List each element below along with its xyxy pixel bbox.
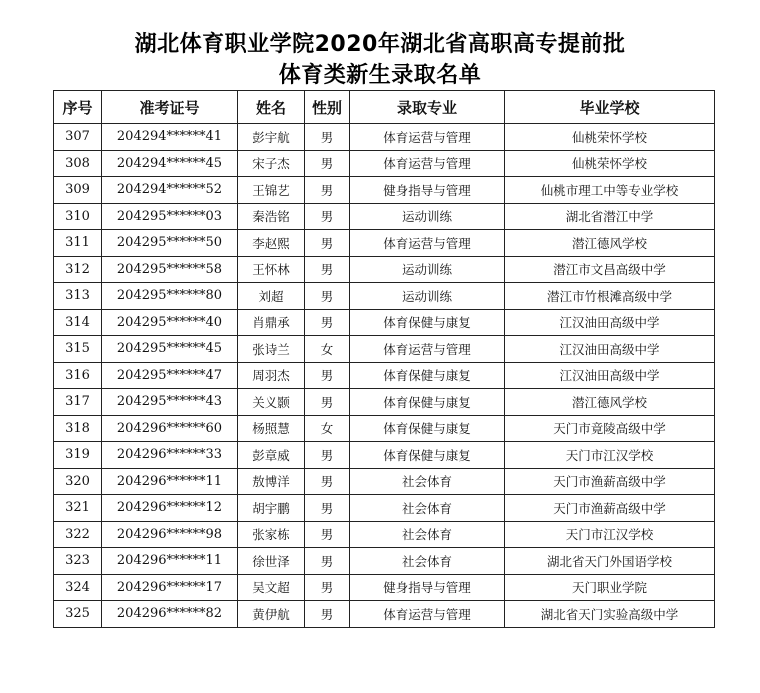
table-header-row [54,91,715,124]
major-cell: 体育保健与康复 [350,442,505,469]
exam-ticket-number-cell: 204296******11 [102,468,238,495]
name-cell: 刘超 [238,283,305,310]
header-gender: 性别 [305,91,350,124]
major-cell: 社会体育 [350,521,505,548]
table-row [54,256,715,283]
table-row [54,177,715,204]
serial-number-cell: 319 [54,442,102,469]
gender-cell: 男 [305,177,350,204]
gender-cell: 男 [305,495,350,522]
serial-number-cell: 322 [54,521,102,548]
table-row [54,548,715,575]
gender-cell: 女 [305,415,350,442]
exam-ticket-number-cell: 204296******60 [102,415,238,442]
gender-cell: 男 [305,309,350,336]
school-cell: 天门市渔薪高级中学 [505,468,715,495]
major-cell: 体育运营与管理 [350,150,505,177]
major-cell: 体育保健与康复 [350,415,505,442]
name-cell: 关义颢 [238,389,305,416]
school-cell: 仙桃荣怀学校 [505,150,715,177]
exam-ticket-number-cell: 204296******12 [102,495,238,522]
school-cell: 潜江市竹根滩高级中学 [505,283,715,310]
school-cell: 天门职业学院 [505,574,715,601]
table-row [54,283,715,310]
major-cell: 体育保健与康复 [350,309,505,336]
exam-ticket-number-cell: 204294******52 [102,177,238,204]
table-row [54,124,715,151]
header-graduated-school: 毕业学校 [505,91,715,124]
gender-cell: 女 [305,336,350,363]
school-cell: 潜江德风学校 [505,230,715,257]
serial-number-cell: 325 [54,601,102,628]
major-cell: 运动训练 [350,283,505,310]
gender-cell: 男 [305,601,350,628]
table-row [54,601,715,628]
name-cell: 彭章威 [238,442,305,469]
table-row [54,230,715,257]
name-cell: 张家栋 [238,521,305,548]
exam-ticket-number-cell: 204295******03 [102,203,238,230]
major-cell: 健身指导与管理 [350,574,505,601]
name-cell: 徐世泽 [238,548,305,575]
major-cell: 运动训练 [350,256,505,283]
gender-cell: 男 [305,442,350,469]
exam-ticket-number-cell: 204296******33 [102,442,238,469]
name-cell: 胡宇鹏 [238,495,305,522]
name-cell: 敖博洋 [238,468,305,495]
name-cell: 彭宇航 [238,124,305,151]
exam-ticket-number-cell: 204295******40 [102,309,238,336]
major-cell: 健身指导与管理 [350,177,505,204]
serial-number-cell: 324 [54,574,102,601]
table-row [54,521,715,548]
name-cell: 杨照慧 [238,415,305,442]
table-body [54,124,715,628]
serial-number-cell: 307 [54,124,102,151]
serial-number-cell: 312 [54,256,102,283]
school-cell: 湖北省潜江中学 [505,203,715,230]
table-row [54,336,715,363]
serial-number-cell: 323 [54,548,102,575]
exam-ticket-number-cell: 204294******45 [102,150,238,177]
school-cell: 仙桃市理工中等专业学校 [505,177,715,204]
major-cell: 运动训练 [350,203,505,230]
gender-cell: 男 [305,230,350,257]
school-cell: 潜江市文昌高级中学 [505,256,715,283]
exam-ticket-number-cell: 204294******41 [102,124,238,151]
table-row [54,309,715,336]
gender-cell: 男 [305,574,350,601]
serial-number-cell: 314 [54,309,102,336]
serial-number-cell: 317 [54,389,102,416]
major-cell: 社会体育 [350,495,505,522]
gender-cell: 男 [305,256,350,283]
serial-number-cell: 313 [54,283,102,310]
school-cell: 江汉油田高级中学 [505,309,715,336]
table-row [54,415,715,442]
table-row [54,495,715,522]
gender-cell: 男 [305,124,350,151]
gender-cell: 男 [305,468,350,495]
header-serial-number: 序号 [54,91,102,124]
exam-ticket-number-cell: 204295******43 [102,389,238,416]
school-cell: 湖北省天门实验高级中学 [505,601,715,628]
exam-ticket-number-cell: 204296******17 [102,574,238,601]
major-cell: 体育保健与康复 [350,389,505,416]
table-row [54,442,715,469]
document-title: 湖北体育职业学院2020年湖北省高职高专提前批 [134,32,626,57]
major-cell: 体育保健与康复 [350,362,505,389]
header-exam-ticket-number: 准考证号 [102,91,238,124]
serial-number-cell: 311 [54,230,102,257]
gender-cell: 男 [305,389,350,416]
exam-ticket-number-cell: 204295******58 [102,256,238,283]
major-cell: 体育运营与管理 [350,230,505,257]
header-name: 姓名 [238,91,305,124]
document-subtitle: 体育类新生录取名单 [278,63,482,88]
serial-number-cell: 318 [54,415,102,442]
major-cell: 社会体育 [350,468,505,495]
school-cell: 天门市渔薪高级中学 [505,495,715,522]
name-cell: 周羽杰 [238,362,305,389]
major-cell: 体育运营与管理 [350,601,505,628]
school-cell: 江汉油田高级中学 [505,336,715,363]
name-cell: 王怀林 [238,256,305,283]
school-cell: 湖北省天门外国语学校 [505,548,715,575]
table-row [54,468,715,495]
name-cell: 李赵熙 [238,230,305,257]
serial-number-cell: 315 [54,336,102,363]
exam-ticket-number-cell: 204295******47 [102,362,238,389]
name-cell: 吴文超 [238,574,305,601]
table-row [54,362,715,389]
major-cell: 体育运营与管理 [350,124,505,151]
school-cell: 天门市江汉学校 [505,442,715,469]
serial-number-cell: 310 [54,203,102,230]
gender-cell: 男 [305,283,350,310]
serial-number-cell: 320 [54,468,102,495]
gender-cell: 男 [305,150,350,177]
name-cell: 秦浩铭 [238,203,305,230]
table-row [54,389,715,416]
school-cell: 潜江德风学校 [505,389,715,416]
gender-cell: 男 [305,362,350,389]
table-row [54,150,715,177]
header-admitted-major: 录取专业 [350,91,505,124]
exam-ticket-number-cell: 204296******11 [102,548,238,575]
major-cell: 社会体育 [350,548,505,575]
exam-ticket-number-cell: 204295******50 [102,230,238,257]
school-cell: 江汉油田高级中学 [505,362,715,389]
name-cell: 黄伊航 [238,601,305,628]
table-row [54,203,715,230]
admission-list-table [53,90,715,628]
gender-cell: 男 [305,521,350,548]
gender-cell: 男 [305,548,350,575]
school-cell: 天门市竟陵高级中学 [505,415,715,442]
serial-number-cell: 309 [54,177,102,204]
name-cell: 王锦艺 [238,177,305,204]
exam-ticket-number-cell: 204295******80 [102,283,238,310]
school-cell: 天门市江汉学校 [505,521,715,548]
table-row [54,574,715,601]
exam-ticket-number-cell: 204296******82 [102,601,238,628]
serial-number-cell: 308 [54,150,102,177]
exam-ticket-number-cell: 204296******98 [102,521,238,548]
name-cell: 张诗兰 [238,336,305,363]
name-cell: 宋子杰 [238,150,305,177]
gender-cell: 男 [305,203,350,230]
school-cell: 仙桃荣怀学校 [505,124,715,151]
name-cell: 肖鼎承 [238,309,305,336]
serial-number-cell: 321 [54,495,102,522]
exam-ticket-number-cell: 204295******45 [102,336,238,363]
major-cell: 体育运营与管理 [350,336,505,363]
serial-number-cell: 316 [54,362,102,389]
